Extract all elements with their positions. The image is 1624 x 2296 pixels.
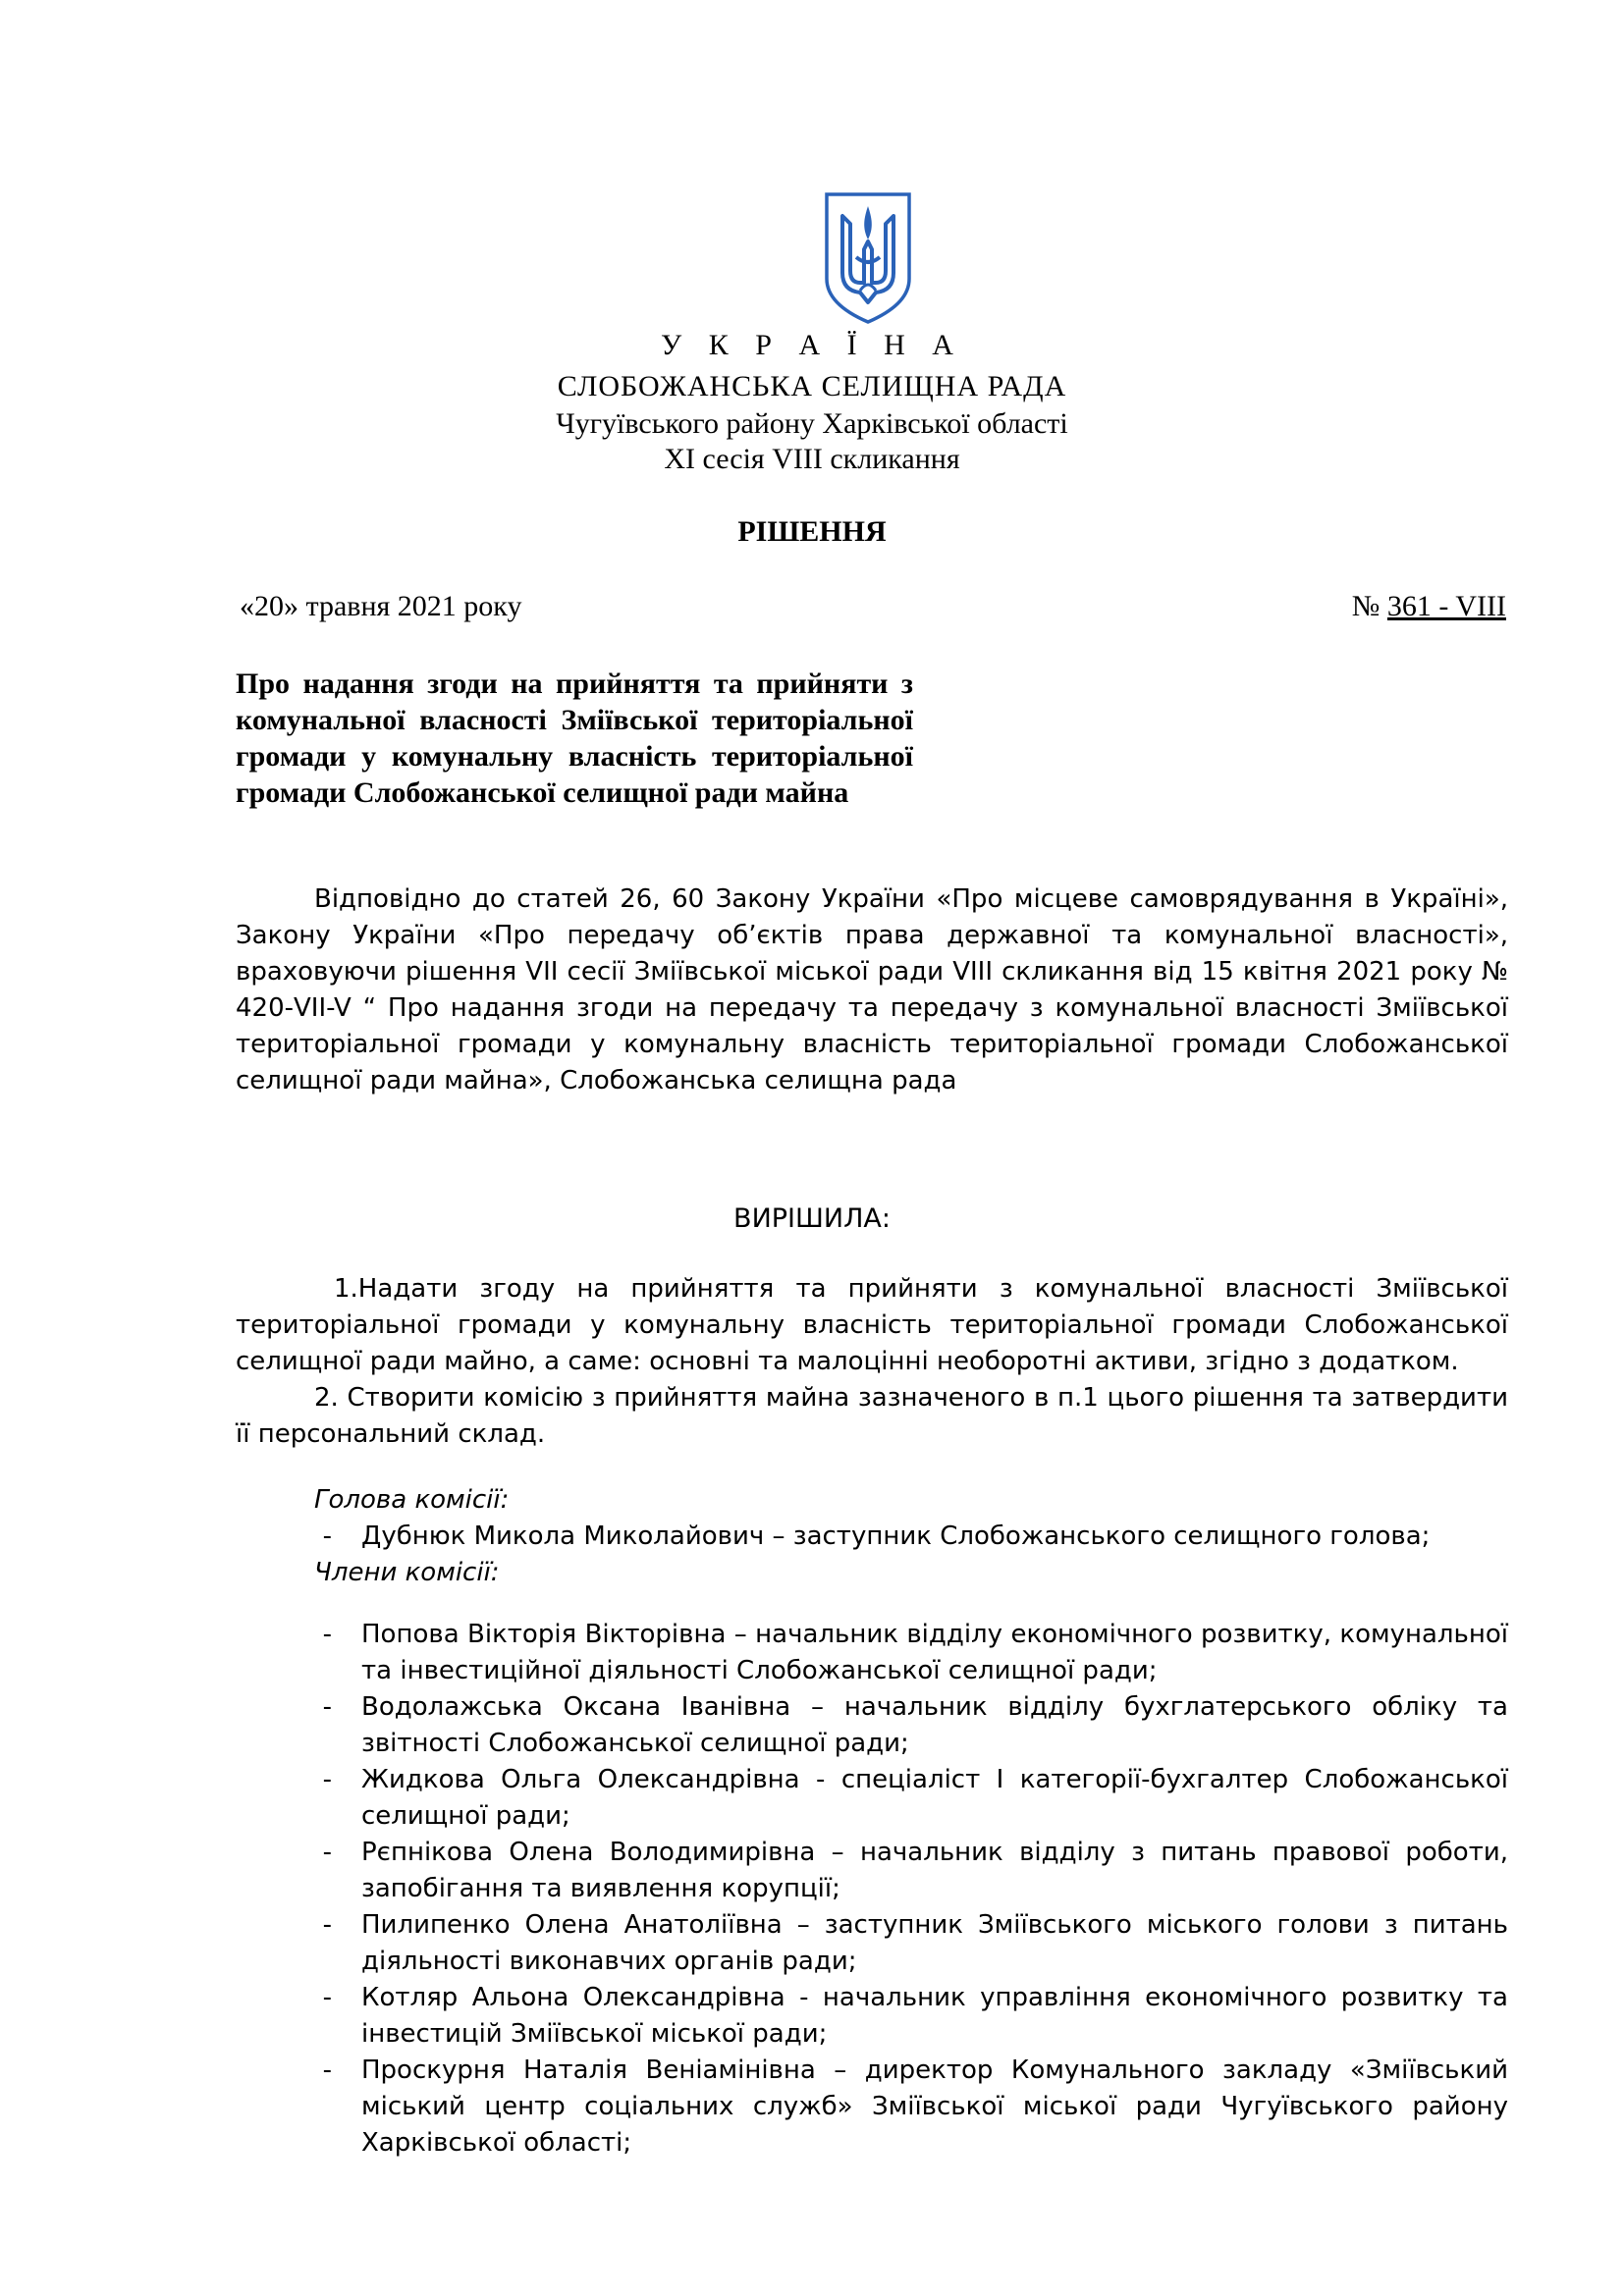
preamble-paragraph: Відповідно до статей 26, 60 Закону України «Про місцеве самоврядування в Україні», Закону України «Про передачу об’єктів права державної та комунальної власності», враховуючи рішення VII сесії Зміївської міської ради VIII скликання від 15 квітня 2021 року № 420-VII-V “ Про надання згоди на передачу та передачу з комунальної власності Зміївської територіальної громади у комунальну власність територіальної громади Слобожанської селищної ради майна», Слобожанська селищна рада [236, 884, 1508, 1095]
member-text: Котляр Альона Олександрівна - начальник управління економічного розвитку та інвестицій Зміївської міської ради; [361, 1983, 1508, 2049]
decision-subject: Про надання згоди на прийняття та прийняти з комунальної власності Зміївської територіальної громади у комунальну власність територіальної громади Слобожанської селищної ради майна [236, 667, 913, 809]
decided-heading: ВИРІШИЛА: [733, 1203, 891, 1234]
session-name: XI сесія VIII скликання [664, 443, 960, 475]
list-dash: - [322, 1983, 332, 2012]
point-2-paragraph: 2. Створити комісію з прийняття майна зазначеного в п.1 цього рішення та затвердити її персональний склад. [236, 1383, 1508, 1449]
list-item [236, 1762, 1508, 1835]
list-item [236, 1907, 1508, 1980]
decision-date: «20» травня 2021 року [240, 590, 522, 622]
list-dash: - [322, 2056, 332, 2085]
list-dash: - [322, 1765, 332, 1794]
document-type-title: РІШЕННЯ [737, 515, 887, 548]
list-item [236, 1835, 1508, 1907]
member-text: Рєпнікова Олена Володимирівна – начальник відділу з питань правової роботи, запобігання та виявлення корупції; [361, 1838, 1508, 1903]
list-dash: - [322, 1620, 332, 1649]
list-item [236, 1980, 1508, 2053]
member-text: Жидкова Ольга Олександрівна - спеціаліст І категорії-бухгалтер Слобожанської селищної ради; [361, 1765, 1508, 1831]
coat-of-arms-icon [821, 188, 915, 326]
list-dash: - [322, 1522, 332, 1551]
decision-number-value: 361 - VIII [1386, 590, 1506, 622]
country-name: У К Р А Ї Н А [661, 329, 963, 361]
commission-members-label: Члени комісії: [314, 1558, 500, 1587]
commission-composition [236, 1482, 1508, 2162]
point-1-paragraph: 1.Надати згоду на прийняття та прийняти з комунальної власності Зміївської територіальної громади у комунальну власність територіальної громади Слобожанської селищної ради майно, а саме: основні та малоцінні необоротні активи, згідно з додатком. [236, 1274, 1508, 1376]
list-dash: - [322, 1910, 332, 1940]
district-name: Чугуївського району Харківської області [556, 407, 1068, 440]
member-text: Пилипенко Олена Анатоліївна – заступник Зміївського міського голови з питань діяльності виконавчих органів ради; [361, 1910, 1508, 1976]
member-text: Водолажська Оксана Іванівна – начальник відділу бухглатерського обліку та звітності Слобожанської селищної ради; [361, 1692, 1508, 1758]
decision-number-prefix: № [1351, 590, 1387, 622]
decision-number [1352, 585, 1506, 628]
council-name: СЛОБОЖАНСЬКА СЕЛИЩНА РАДА [557, 370, 1067, 402]
list-dash: - [322, 1838, 332, 1867]
commission-head-text: Дубнюк Микола Миколайович – заступник Слобожанського селищного голова; [361, 1522, 1431, 1551]
commission-head-label: Голова комісії: [314, 1485, 510, 1515]
member-text: Попова Вікторія Вікторівна – начальник відділу економічного розвитку, комунальної та інвестиційної діяльності Слобожанської селищної ради; [361, 1620, 1508, 1685]
commission-head-row [236, 1519, 1508, 1555]
list-item [236, 1689, 1508, 1762]
list-dash: - [322, 1692, 332, 1722]
list-item [236, 2053, 1508, 2162]
list-item [236, 1617, 1508, 1689]
member-text: Проскурня Наталія Веніамінівна – директор Комунального закладу «Зміївський міський центр соціальних служб» Зміївської міської ради Чугуївського району Харківської області; [361, 2056, 1508, 2158]
